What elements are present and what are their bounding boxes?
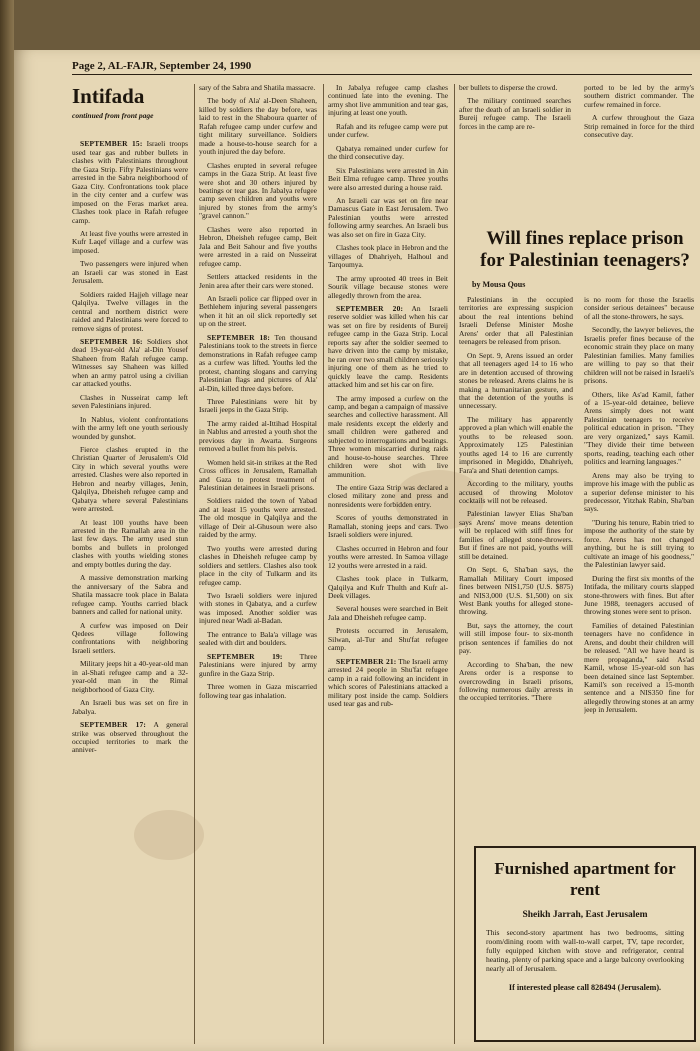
paragraph-text: According to Sha'ban, the new Arens order is a response to overcrowding in Israeli prisons, following numerous daily arrests in the occupied territories. "There bbox=[459, 659, 573, 703]
paragraph-text: Clashes occurred in Hebron and four youths were arrested. In Samoa village 12 youths were arrested in a raid. bbox=[328, 543, 448, 570]
paragraph-text: Fierce clashes erupted in the Christian Quarter of Jerusalem's Old City in which several youths were arrested. Clashes were also reported in Hebron and nearby villages, Jenin, Qalqilya, Dheisheh refugee camp and Qabatya where several Palestinians were arrested. bbox=[72, 444, 188, 514]
paragraph-text: Women held sit-in strikes at the Red Cross offices in Jerusalem, Ramallah and Gaza to protest treatment of Palestinian detainees in Israeli prisons. bbox=[199, 457, 317, 493]
paragraph bbox=[72, 699, 188, 716]
paragraph bbox=[199, 273, 317, 290]
paragraph-text: On Sept. 6, Sha'ban says, the Ramallah Military Court imposed fines between NIS1,750 (U.S. $875) and NIS3,000 (U.S. $1,500) on six West Bank youths for alleged stone-throwing. bbox=[459, 565, 573, 617]
paragraph-text: Secondly, the lawyer believes, the Israelis prefer fines because of the economic strain they place on many Palestinian families. Many families are willing to pay so that their children will not be raised in Israeli's prisons. bbox=[584, 325, 694, 386]
paragraph-text: ported to be led by the army's southern district commander. The curfew remained in force. bbox=[584, 84, 694, 109]
paragraph-text: Others, like As'ad Kamil, father of a 15-year-old detainee, believe Arens simply does not want Palestinian teenagers to receive political education in prison. "They are very organized," says Kamil. "They divide their time between sports, reading, teaching each other politics and learning languages." bbox=[584, 389, 694, 467]
paragraph bbox=[459, 622, 573, 656]
paragraph-text: In Jabalya refugee camp clashes continued late into the evening. The army shot live ammunition and tear gas, injuring at least one youth. bbox=[328, 84, 448, 118]
paragraph-text: Clashes in Nusseirat camp left seven Palestinians injured. bbox=[72, 392, 188, 411]
paragraph bbox=[584, 575, 694, 617]
paragraph bbox=[328, 395, 448, 480]
paragraph bbox=[72, 446, 188, 514]
paragraph bbox=[459, 480, 573, 505]
paragraph bbox=[199, 398, 317, 415]
binding-edge bbox=[0, 0, 14, 1051]
paragraph-text: Two youths were arrested during clashes in Dheisheh refugee camp by soldiers and settlers. Clashes also took place in the city of Tulkarm and its refugee camp. bbox=[199, 543, 317, 587]
paragraph bbox=[584, 472, 694, 514]
paragraph-text: Israeli troops used tear gas and rubber bullets in clashes with Palestinians throughout the Gaza Strip. Fifty Palestinians were arrested in the Sabra neighborhood of Gaza City. Confrontations took place in the city center and a curfew was imposed on the Feras market area. Clashes took place in Rafah refugee camp. bbox=[72, 139, 188, 225]
paragraph bbox=[199, 459, 317, 493]
paragraph-text: Military jeeps hit a 40-year-old man in al-Shati refugee camp and a 32-year-old man in the Rimal neighborhood of Gaza City. bbox=[72, 659, 188, 694]
paragraph-text: A curfew throughout the Gaza Strip remained in force for the third consecutive day. bbox=[584, 113, 694, 140]
paragraph-text: Three Palestinians were injured by army gunfire in the Gaza Strip. bbox=[199, 651, 317, 678]
paragraph bbox=[72, 338, 188, 389]
dateline: SEPTEMBER 19: bbox=[207, 651, 283, 661]
paragraph bbox=[459, 296, 573, 347]
paragraph bbox=[328, 484, 448, 509]
paragraph bbox=[72, 394, 188, 411]
paragraph-text: At least 100 youths have been arrested in the Ramallah area in the last few days. The army used stun bombs and bullets in prolonged clashes with youths wielding stones and empty bottles during the day. bbox=[72, 517, 188, 569]
paragraph bbox=[199, 295, 317, 329]
paragraph bbox=[328, 575, 448, 600]
fines-headline: Will fines replace prison for Palestinian teenagers? bbox=[480, 228, 690, 271]
intifada-column-2 bbox=[199, 84, 317, 1044]
running-head: Page 2, AL-FAJR, September 24, 1990 bbox=[72, 60, 692, 75]
paragraph bbox=[328, 84, 448, 118]
paragraph bbox=[72, 574, 188, 616]
dateline: SEPTEMBER 16: bbox=[80, 336, 143, 346]
intifada-column-1 bbox=[72, 84, 188, 1044]
paragraph bbox=[328, 145, 448, 162]
paragraph bbox=[72, 721, 188, 755]
paragraph-text: Arens may also be trying to improve his image with the public as a superior defense minister to his predecessor, Yitzhak Rabin, Sha'ban says. bbox=[584, 470, 694, 514]
paragraph-text: Families of detained Palestinian teenagers have no confidence in Arens, and doubt their children will be released. "All we have heard is mere propaganda," said As'ad Kamil, whose 15-year-old son has been detained since last September. Kamil's son received a 15-month sentence and a NIS350 fine for allegedly throwing stones at an army jeep in Jerusalem. bbox=[584, 620, 694, 715]
paragraph-text: A massive demonstration marking the anniversary of the Sabra and Shatila massacre took place in Balata refugee camp. Youths carried black banners and called for national unity. bbox=[72, 573, 188, 617]
paragraph bbox=[328, 514, 448, 539]
paragraph-text: Two Israeli soldiers were injured with stones in Qabatya, and a curfew was imposed. Another soldier was injured near Wadi al-Badan. bbox=[199, 591, 317, 626]
paragraph-text: "During his tenure, Rabin tried to impose the authority of the state by force. Arens has not changed anything, but he is still trying to cultivate an image of his goodness," the Palestinian lawyer said. bbox=[584, 517, 694, 570]
paragraph-text: Six Palestinians were arrested in Ain Beit Elma refugee camp. Three youths were also arrested during a house raid. bbox=[328, 165, 448, 192]
paragraph bbox=[199, 97, 317, 156]
column-rule bbox=[323, 84, 324, 1044]
fines-byline: by Mousa Qous bbox=[472, 280, 526, 289]
ad-contact: If interested please call 828494 (Jerusalem). bbox=[508, 983, 662, 992]
intifada-headline: Intifada bbox=[72, 84, 145, 108]
paragraph-text: In Nablus, violent confrontations with the army left one youth seriously wounded by gunshot. bbox=[72, 414, 188, 441]
paragraph bbox=[584, 326, 694, 385]
paragraph-text: Soldiers raided the town of Yabad and at least 15 youths were arrested. The old mosque in Qalqilya and the village of Deir al-Ghusoun were also raided by the army. bbox=[199, 496, 317, 540]
paragraph-text: The entire Gaza Strip was declared a closed military zone and press and nonresidents were forbidden entry. bbox=[328, 483, 448, 509]
paragraph bbox=[328, 275, 448, 300]
paragraph-text: The military has apparently approved a plan which will enable the youths to be released soon. Approximately 125 Palestinian youths aged 14 to 16 are currently imprisoned in Megiddo, Dhahriyeh, Fara'a and Shati detention camps. bbox=[459, 414, 573, 475]
paragraph-text: Soldiers raided Hajjeh village near Qalqilya. Twelve villages in the central and northern district were raided and Palestinians were forced to remove signs of protest. bbox=[72, 289, 188, 333]
paragraph bbox=[199, 226, 317, 268]
paragraph-text: But, says the attorney, the court will still impose four- to six-month prison sentences if families do not pay. bbox=[459, 620, 573, 656]
fines-column-1 bbox=[459, 296, 573, 836]
paragraph bbox=[72, 660, 188, 694]
paragraph bbox=[459, 566, 573, 617]
paragraph-text: Protests occurred in Jerusalem, Silwan, al-Tur and Shu'fat refugee camp. bbox=[328, 626, 448, 653]
paragraph-text: Rafah and its refugee camp were put under curfew. bbox=[328, 121, 448, 140]
paragraph bbox=[584, 519, 694, 570]
paragraph bbox=[72, 140, 188, 225]
paragraph bbox=[72, 230, 188, 255]
paragraph bbox=[328, 627, 448, 652]
paragraph-text: According to the military, youths accused of throwing Molotov cocktails will not be released. bbox=[459, 479, 573, 505]
column-rule bbox=[194, 84, 195, 1044]
paragraph-text: At least five youths were arrested in Kufr Laqef village and a curfew was imposed. bbox=[72, 228, 188, 255]
paragraph-text: Clashes were also reported in Hebron, Dheisheh refugee camp, Beit Jala and Beit Sahour and five youths were arrested in a raid on Nusseirat refugee camp. bbox=[199, 224, 317, 268]
paragraph bbox=[584, 622, 694, 715]
paragraph bbox=[584, 296, 694, 321]
dateline: SEPTEMBER 15: bbox=[80, 139, 143, 149]
paragraph bbox=[72, 291, 188, 333]
paragraph-text: Clashes took place in Tulkarm, Qalqilya and Kufr Thulth and Kufr al-Deek villages. bbox=[328, 574, 448, 601]
paragraph bbox=[584, 391, 694, 467]
intifada-column-3 bbox=[328, 84, 448, 1044]
paragraph bbox=[72, 416, 188, 441]
paragraph bbox=[328, 244, 448, 269]
paragraph-text: The army uprooted 40 trees in Beit Sourik village because stones were allegedly thrown from the area. bbox=[328, 273, 448, 300]
paragraph bbox=[328, 197, 448, 239]
continued-note: continued from front page bbox=[72, 111, 154, 120]
paragraph bbox=[199, 84, 317, 92]
paragraph bbox=[199, 497, 317, 539]
paragraph-text: is no room for those the Israelis consider serious detainees" because of all the stone-throwers, he says. bbox=[584, 296, 694, 321]
paragraph bbox=[328, 658, 448, 709]
paragraph bbox=[584, 84, 694, 109]
paragraph-text: Several houses were searched in Beit Jala and Dheisheh refugee camp. bbox=[328, 604, 448, 622]
paragraph-text: Clashes took place in Hebron and the villages of Dhahriyeh, Halhoul and Tarqoumya. bbox=[328, 243, 448, 270]
paragraph bbox=[328, 605, 448, 622]
paragraph-text: The body of Ala' al-Deen Shaheen, killed by soldiers the day before, was laid to rest in the Shaboura quarter of Rafah refugee camp under curfew and tight military surveillance. Soldiers made a house-to-house search for a youth injured the day before. bbox=[199, 96, 317, 157]
paragraph-text: Palestinian lawyer Elias Sha'ban says Arens' move means detention will be replaced with stiff fines for families of alleged stone-throwers. But if fines are not paid, youths will still be detained. bbox=[459, 509, 573, 561]
paragraph-text: ber bullets to disperse the crowd. bbox=[459, 84, 558, 92]
paragraph-text: The Israeli army arrested 24 people in Shu'fat refugee camp in a raid following an incident in which scores of Palestinians attacked a military post inside the camp. Soldiers used tear gas and rub- bbox=[328, 656, 448, 708]
paragraph bbox=[199, 334, 317, 393]
paragraph-text: sary of the Sabra and Shatila massacre. bbox=[199, 84, 316, 92]
paragraph-text: On Sept. 9, Arens issued an order that all teenagers aged 14 to 16 who are in detention accused of throwing stones be released. Arens claims he is making a humanitarian gesture, and that the detention of the youths is unnecessary. bbox=[459, 350, 573, 411]
paragraph bbox=[199, 653, 317, 678]
paragraph-text: Two passengers were injured when an Israeli car was stoned in East Jerusalem. bbox=[72, 259, 188, 286]
paragraph-text: Three women in Gaza miscarried following tear gas inhalation. bbox=[199, 682, 317, 700]
ad-body: This second-story apartment has two bedrooms, sitting room/dining room with wall-to-wall carpet, TV, tape recorder, fully equipped kitchen with stove and refrigerator, central heating, plenty of parking space and a large balcony overlooking nearly all of Jerusalem. bbox=[486, 928, 684, 973]
paragraph bbox=[459, 352, 573, 411]
paragraph-text: The army raided al-Ittihad Hospital in Nablus and arrested a youth shot the previous day in Awarta. Surgeons removed a bullet from his pelvis. bbox=[199, 418, 317, 454]
paragraph bbox=[459, 84, 571, 92]
paragraph bbox=[459, 661, 573, 703]
paragraph bbox=[328, 123, 448, 140]
apartment-ad bbox=[474, 846, 696, 1042]
paragraph bbox=[199, 631, 317, 648]
paragraph-text: An Israeli reserve soldier was killed when his car was set on fire by residents of Bureij refugee camp in the Gaza Strip. Local reports say after the soldier seemed to have driven into the camp by mistake, he ran over two small children seriously injuring one of them as he tried to quickly leave the camp. Residents attacked him and set his car on fire. bbox=[328, 303, 448, 390]
paragraph bbox=[199, 420, 317, 454]
paragraph-text: Settlers attacked residents in the Jenin area after their cars were stoned. bbox=[199, 272, 317, 290]
paragraph bbox=[199, 592, 317, 626]
paragraph bbox=[328, 305, 448, 390]
paragraph bbox=[328, 545, 448, 570]
paragraph bbox=[199, 162, 317, 221]
ad-title: Furnished apartment for rent bbox=[494, 859, 676, 899]
paragraph-text: An Israeli police car flipped over in Bethlehem injuring several passengers when it hit an oil slick reportedly set up on the street. bbox=[199, 293, 317, 329]
paragraph-text: An Israeli car was set on fire near Damascus Gate in East Jerusalem. Two Palestinian youths were arrested following army searches. An Israeli bus was also set on fire in Gaza City. bbox=[328, 195, 448, 239]
paragraph-text: A general strike was observed throughout the occupied territories to mark the anniver- bbox=[72, 720, 188, 755]
intifada-column-5 bbox=[584, 84, 694, 202]
ad-location: Sheikh Jarrah, East Jerusalem bbox=[522, 910, 648, 920]
paragraph-text: Scores of youths demonstrated in Ramallah, stoning jeeps and cars. Two Israeli soldiers were injured. bbox=[328, 513, 448, 540]
dateline: SEPTEMBER 21: bbox=[336, 656, 397, 666]
paragraph-text: The army imposed a curfew on the camp, and began a campaign of massive searches and collective harassment. All male residents except the elderly and small children were gathered and subjected to interrogations and beatings. Three women miscarried during raids and house-to-house searches. Three children were shot with live ammunition. bbox=[328, 393, 448, 479]
paragraph bbox=[328, 167, 448, 192]
newspaper-page bbox=[14, 50, 700, 1051]
paragraph bbox=[199, 545, 317, 587]
dateline: SEPTEMBER 17: bbox=[80, 720, 147, 730]
paragraph bbox=[199, 683, 317, 700]
intifada-column-4 bbox=[459, 84, 571, 202]
paragraph-text: An Israeli bus was set on fire in Jabalya. bbox=[72, 698, 188, 716]
paragraph-text: Qabatya remained under curfew for the third consecutive day. bbox=[328, 143, 448, 162]
paragraph-text: Ten thousand Palestinians took to the streets in fierce demonstrations in Rafah refugee camp as a curfew was lifted. Youths led the protest, chanting slogans and carrying Palestinian flags and pictures of Ala' al-Din, killed three days before. bbox=[199, 332, 317, 393]
fines-column-2 bbox=[584, 296, 694, 836]
paragraph bbox=[72, 260, 188, 285]
paragraph-text: During the first six months of the Intifada, the military courts slapped stone-throwers with fines. But after June 1988, teenagers accused of throwing stones were sent to prison. bbox=[584, 573, 694, 617]
paragraph bbox=[72, 622, 188, 656]
paragraph-text: The entrance to Bala'a village was sealed with dirt and boulders. bbox=[199, 629, 317, 648]
paragraph bbox=[584, 114, 694, 139]
paragraph-text: Clashes erupted in several refugee camps in the Gaza Strip. At least five were shot and 30 others injured by beatings or tear gas. In Jabalya refugee camp seven children and youths were injured by stones from the army's "gravel cannon." bbox=[199, 160, 317, 221]
dateline: SEPTEMBER 18: bbox=[207, 332, 271, 342]
paragraph-text: Palestinians in the occupied territories are expressing suspicion about the real intentions behind Israeli Defense Minister Moshe Arens' order that all Palestinian teenagers be released from prison. bbox=[459, 296, 573, 347]
paragraph-text: A curfew was imposed on Deir Qedees village following confrontations with neighboring Israeli settlers. bbox=[72, 620, 188, 655]
paragraph bbox=[459, 97, 571, 131]
column-rule bbox=[454, 84, 455, 1044]
dateline: SEPTEMBER 20: bbox=[336, 303, 404, 313]
paragraph-text: The military continued searches after the death of an Israeli soldier in Bureij refugee camp. The Israeli forces in the camp are re- bbox=[459, 96, 571, 131]
paragraph bbox=[459, 416, 573, 475]
paragraph bbox=[72, 519, 188, 570]
paragraph-text: Soldiers shot dead 19-year-old Ala' al-Din Yousef Shaheen from Rafah refugee camp. Witnesses say Shaheen was killed when an army patrol using a civilian car attacked youths. bbox=[72, 336, 188, 389]
paragraph-text: Three Palestinians were hit by Israeli jeeps in the Gaza Strip. bbox=[199, 396, 317, 415]
paragraph bbox=[459, 510, 573, 561]
